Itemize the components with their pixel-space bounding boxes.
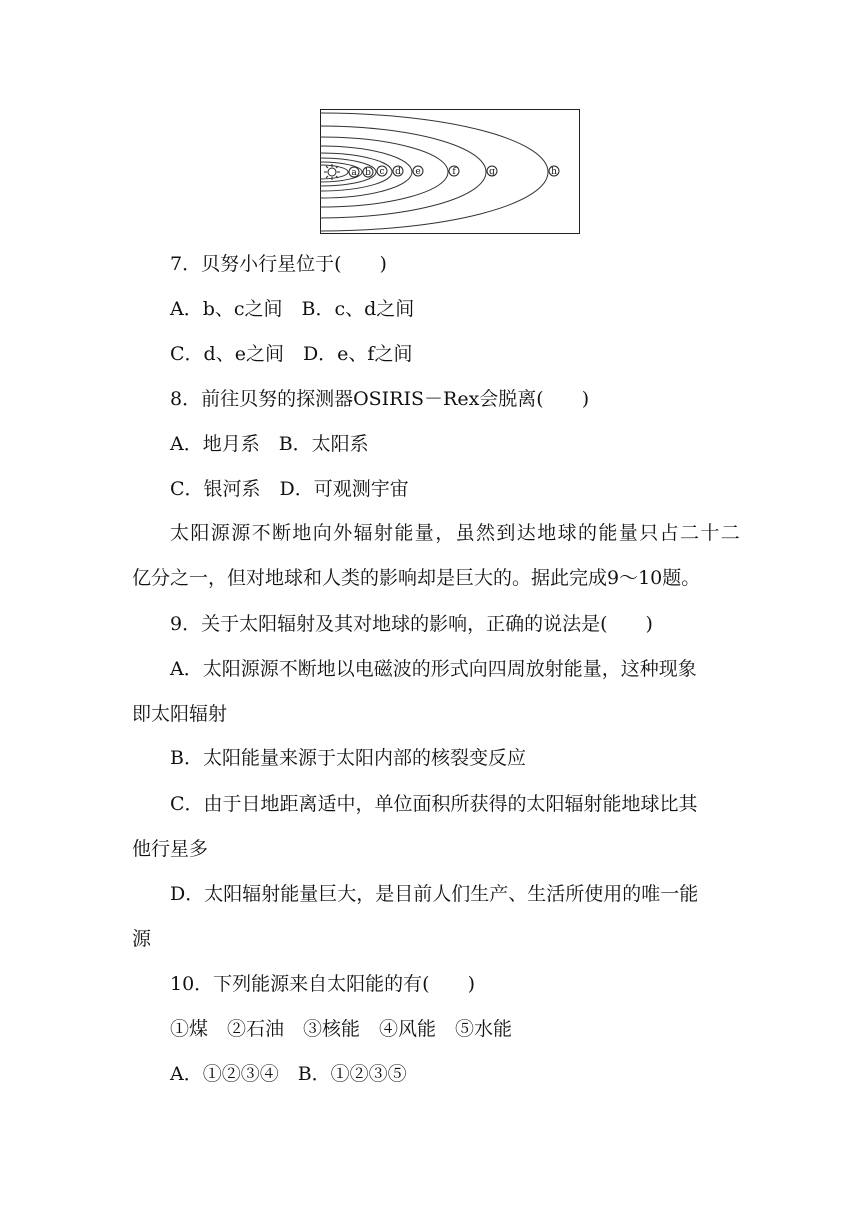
planet-marker-b [363,167,373,178]
question-10-options-ab: A．①②③④ B．①②③⑤ [170,1063,407,1085]
question-9-option-c-line-2: 他行星多 [132,838,209,860]
question-10-items: ①煤 ②石油 ③核能 ④风能 ⑤水能 [170,1018,513,1040]
svg-text:e: e [415,167,421,177]
question-9-option-b: B．太阳能量来源于太阳内部的核裂变反应 [170,747,526,769]
planet-marker-g [487,166,497,177]
question-8-stem: 8．前往贝努的探测器OSIRIS－Rex会脱离( ) [170,388,590,410]
svg-text:b: b [365,168,371,178]
svg-text:d: d [395,167,401,177]
question-7-options-cd: C．d、e之间 D．e、f之间 [170,343,413,365]
question-9-stem: 9．关于太阳辐射及其对地球的影响，正确的说法是( ) [170,613,653,635]
question-9-option-a-line-2: 即太阳辐射 [132,703,228,725]
question-7-options-ab: A．b、c之间 B．c、d之间 [170,298,415,320]
planet-marker-e [413,166,423,177]
question-9-option-d-line-1: D．太阳辐射能量巨大，是目前人们生产、生活所使用的唯一能 [170,883,699,905]
intro-paragraph-line-1: 太阳源源不断地向外辐射能量，虽然到达地球的能量只占二十二 [170,522,742,544]
svg-text:a: a [351,168,357,178]
question-9-option-d-line-2: 源 [132,928,152,950]
question-8-options-cd: C．银河系 D．可观测宇宙 [170,478,409,500]
orbit-diagram [320,109,580,234]
question-9-option-c-line-1: C．由于日地距离适中，单位面积所获得的太阳辐射能地球比其 [170,793,698,815]
question-10-stem: 10．下列能源来自太阳能的有( ) [170,973,476,995]
question-7-stem: 7．贝努小行星位于( ) [170,253,387,275]
question-9-option-a-line-1: A．太阳源源不断地以电磁波的形式向四周放射能量，这种现象 [170,658,697,680]
planet-marker-c [377,166,387,177]
planet-marker-d [393,166,403,177]
planet-marker-h [549,166,559,177]
question-8-options-ab: A．地月系 B．太阳系 [170,433,369,455]
solar-system-orbit-figure [320,109,580,234]
svg-text:f: f [452,167,456,177]
intro-paragraph-line-2: 亿分之一，但对地球和人类的影响却是巨大的。据此完成9～10题。 [132,567,701,589]
planet-marker-f [449,166,459,177]
sun-icon [324,164,340,180]
svg-text:h: h [551,167,557,177]
svg-text:c: c [379,167,385,177]
svg-text:g: g [489,167,495,177]
